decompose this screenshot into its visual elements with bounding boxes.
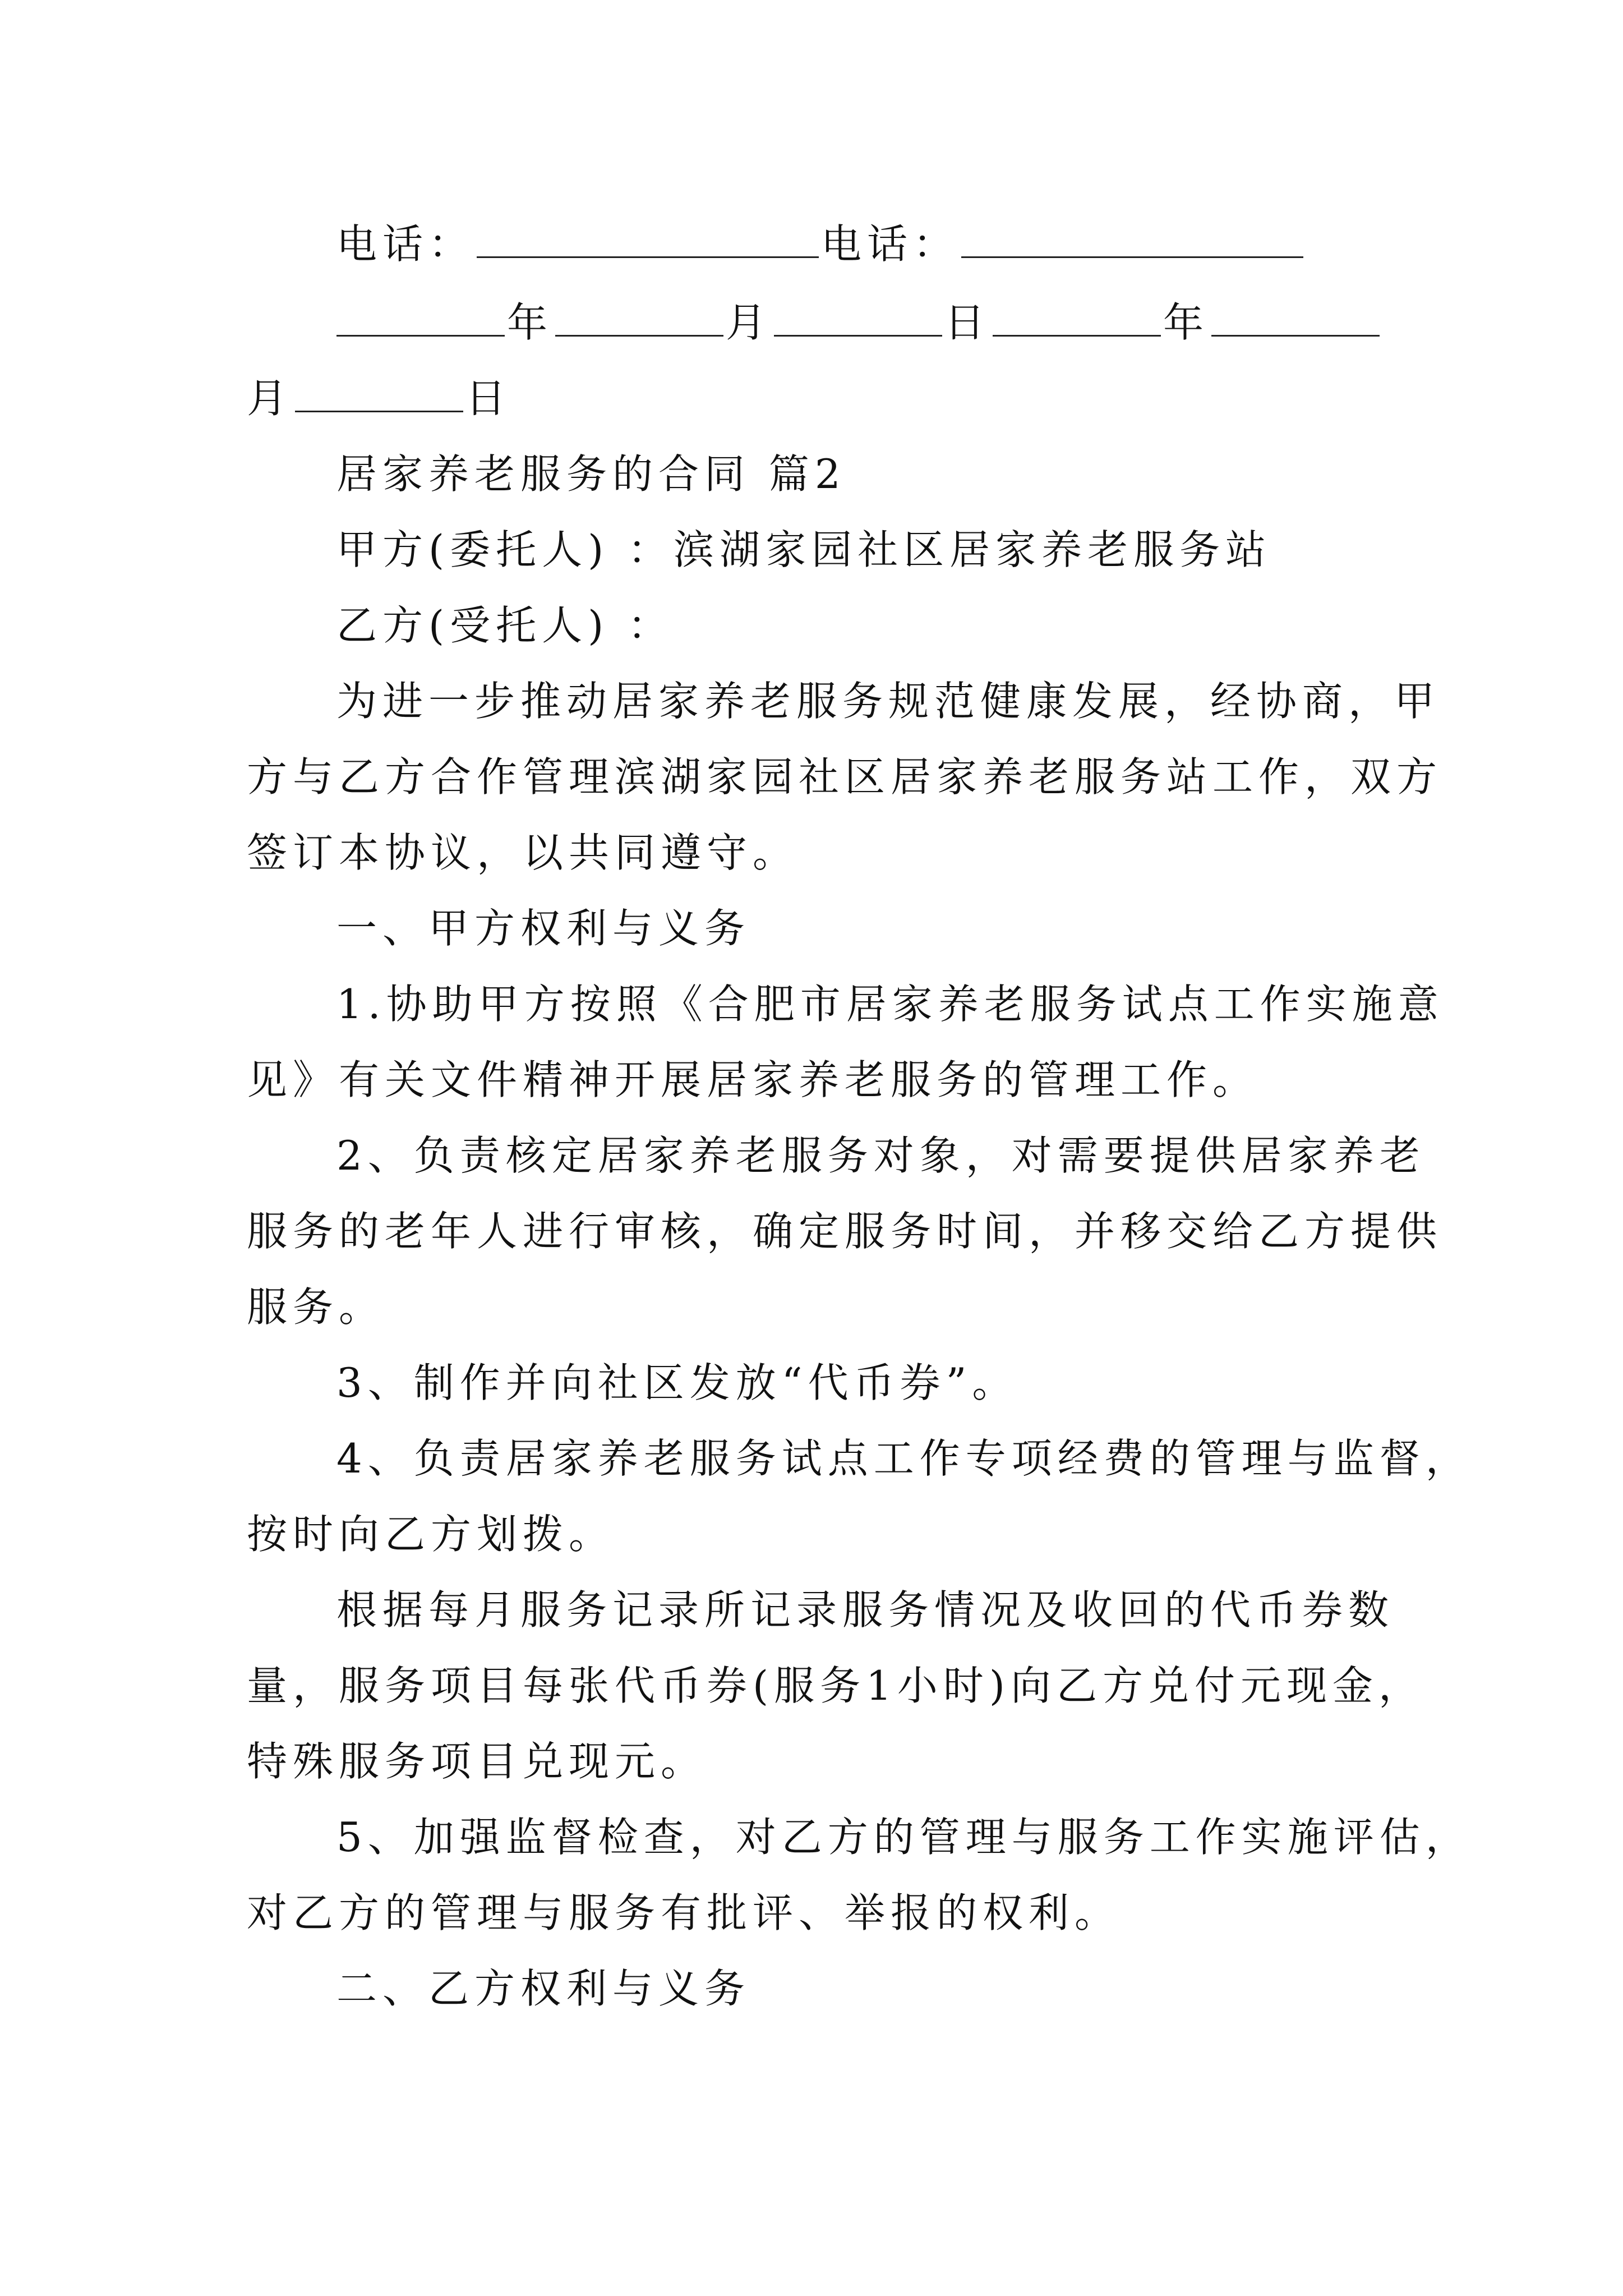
section-title: 居家养老服务的合同 篇2 (336, 450, 846, 498)
date-line-2 (247, 373, 511, 424)
month-label-b: 月 (247, 375, 293, 422)
body-line: 按时向乙方划拨。 (247, 1511, 615, 1558)
phone-label-b: 电话： (821, 220, 960, 268)
phone-label-a: 电话： (336, 220, 475, 268)
month-blank-b-start[interactable] (1211, 301, 1380, 337)
day-blank-b[interactable] (295, 377, 463, 412)
body-line: 服务的老年人进行审核，确定服务时间，并移交给乙方提供 (247, 1208, 1443, 1255)
phone-line (336, 219, 1306, 269)
body-line: 对乙方的管理与服务有批评、举报的权利。 (247, 1889, 1121, 1936)
day-label-a: 日 (944, 299, 991, 346)
day-blank-a[interactable] (774, 301, 942, 337)
body-line: 4、负责居家养老服务试点工作专项经费的管理与监督， (336, 1435, 1472, 1482)
year-blank-a[interactable] (336, 301, 505, 337)
year-label-b: 年 (1163, 299, 1210, 346)
body-line: 签订本协议，以共同遵守。 (247, 829, 799, 876)
year-label-a: 年 (507, 299, 554, 346)
heading-party-a-rights: 一、甲方权利与义务 (336, 905, 751, 952)
party-a: 甲方(委托人) ：滨湖家园社区居家养老服务站 (336, 526, 1272, 573)
body-line: 量，服务项目每张代币券(服务1小时)向乙方兑付元现金， (247, 1662, 1424, 1709)
body-line: 3、制作并向社区发放“代币券”。 (336, 1359, 1018, 1406)
month-blank-a[interactable] (555, 301, 723, 337)
phone-blank-b[interactable] (961, 223, 1303, 258)
body-line: 2、负责核定居家养老服务对象，对需要提供居家养老 (336, 1132, 1426, 1179)
month-label-a: 月 (726, 299, 772, 346)
day-label-b: 日 (465, 375, 512, 422)
body-line: 为进一步推动居家养老服务规范健康发展，经协商，甲 (336, 678, 1441, 725)
body-line: 1.协助甲方按照《合肥市居家养老服务试点工作实施意 (336, 981, 1444, 1028)
date-line-1 (336, 297, 1382, 348)
body-line: 见》有关文件精神开展居家养老服务的管理工作。 (247, 1056, 1259, 1103)
body-line: 根据每月服务记录所记录服务情况及收回的代币券数 (336, 1586, 1395, 1634)
phone-blank-a[interactable] (477, 223, 819, 258)
party-b: 乙方(受托人) ： (336, 602, 674, 649)
heading-party-b-rights: 二、乙方权利与义务 (336, 1965, 751, 2012)
year-blank-b[interactable] (993, 301, 1161, 337)
body-line: 方与乙方合作管理滨湖家园社区居家养老服务站工作，双方 (247, 753, 1443, 800)
body-line: 特殊服务项目兑现元。 (247, 1738, 707, 1785)
body-line: 服务。 (247, 1283, 385, 1331)
body-line: 5、加强监督检查，对乙方的管理与服务工作实施评估， (336, 1814, 1472, 1861)
